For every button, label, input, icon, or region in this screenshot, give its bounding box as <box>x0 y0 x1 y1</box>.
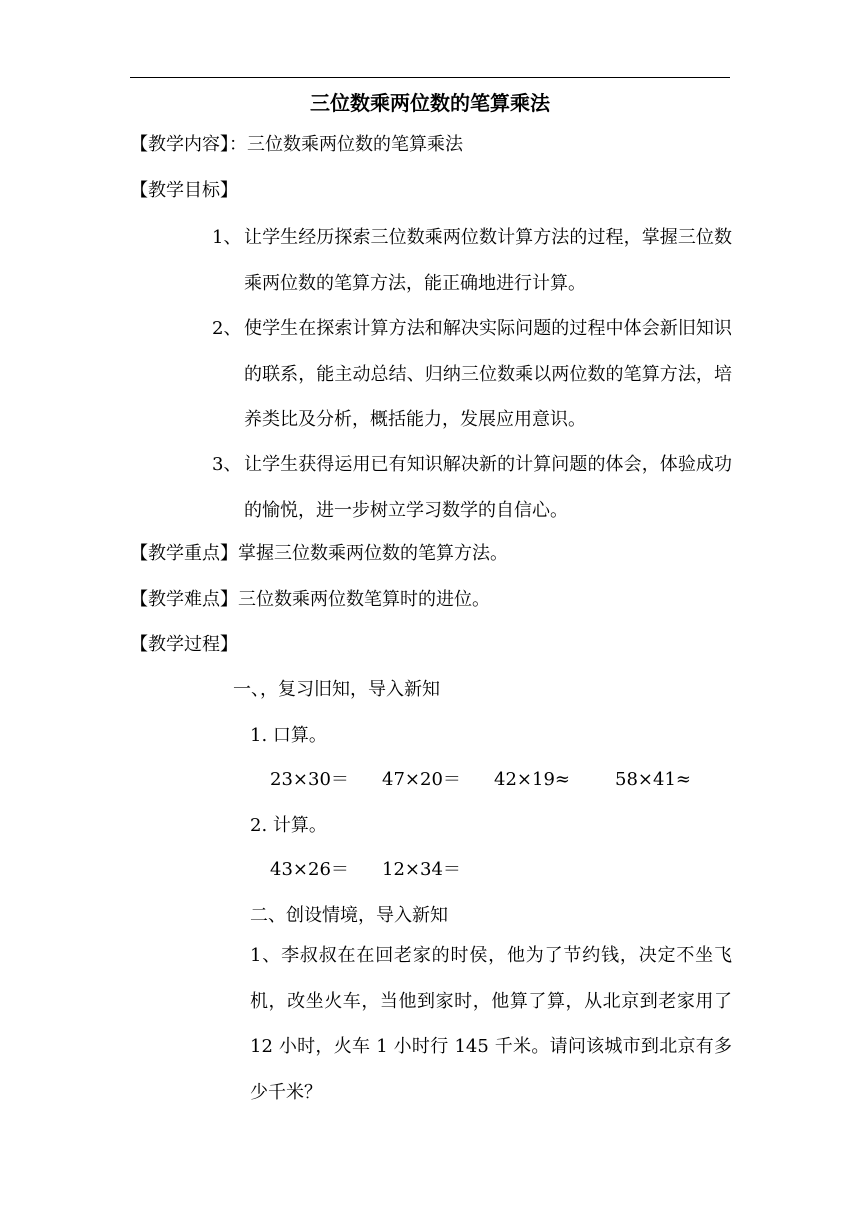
oral-calc-3: 42×19≈ <box>494 769 570 790</box>
header-rule <box>130 77 730 78</box>
page-title: 三位数乘两位数的笔算乘法 <box>310 91 550 115</box>
goal-item-2-text: 使学生在探索计算方法和解决实际问题的过程中体会新旧知识的联系，能主动总结、归纳三位数乘以两位数的笔算方法，培养类比及分析，概括能力，发展应用意识。 <box>244 318 732 430</box>
written-calc-1: 43×26＝ <box>270 859 349 880</box>
goal-item-3-num: 3、 <box>212 454 242 475</box>
section-2-heading: 二、创设情境，导入新知 <box>250 905 448 926</box>
written-calc-2: 12×34＝ <box>382 859 461 880</box>
process-heading: 【教学过程】 <box>130 634 238 655</box>
problem-text: 1、李叔叔在在回老家的时侯，他为了节约钱，决定不坐飞机，改坐火车，当他到家时，他算了算，从北京到老家用了 12 小时，火车 1 小时行 145 千米。请问该城市到北京有多少千米？ <box>250 945 732 1103</box>
written-calc-label: 2. 计算。 <box>250 815 327 836</box>
goal-item-2-num: 2、 <box>212 318 242 339</box>
content-text: ：三位数乘两位数的笔算乘法 <box>229 134 463 155</box>
key-point-line <box>130 541 508 567</box>
goal-item-3-text: 让学生获得运用已有知识解决新的计算问题的体会，体验成功的愉悦，进一步树立学习数学的自信心。 <box>244 454 732 521</box>
difficulty-label: 【教学难点】 <box>130 589 238 610</box>
content-label: 【教学内容】 <box>130 134 229 155</box>
goal-item-2 <box>212 306 732 443</box>
section-1-heading: 一、，复习旧知，导入新知 <box>233 679 440 700</box>
key-point-label: 【教学重点】 <box>130 543 238 564</box>
key-point-text: 掌握三位数乘两位数的笔算方法。 <box>238 543 508 564</box>
oral-calc-1: 23×30＝ <box>270 769 349 790</box>
content-line <box>130 132 463 158</box>
goal-item-3 <box>212 442 732 533</box>
difficulty-line <box>130 587 490 613</box>
goal-item-1-num: 1、 <box>212 227 242 248</box>
oral-calc-2: 47×20＝ <box>382 769 461 790</box>
oral-calc-label: 1. 口算。 <box>250 725 327 746</box>
oral-calc-4: 58×41≈ <box>615 769 691 790</box>
goal-item-1-text: 让学生经历探索三位数乘两位数计算方法的过程，掌握三位数乘两位数的笔算方法，能正确地进行计算。 <box>244 227 732 294</box>
goal-item-1 <box>212 215 732 306</box>
goals-heading: 【教学目标】 <box>130 180 238 201</box>
difficulty-text: 三位数乘两位数笔算时的进位。 <box>238 589 490 610</box>
